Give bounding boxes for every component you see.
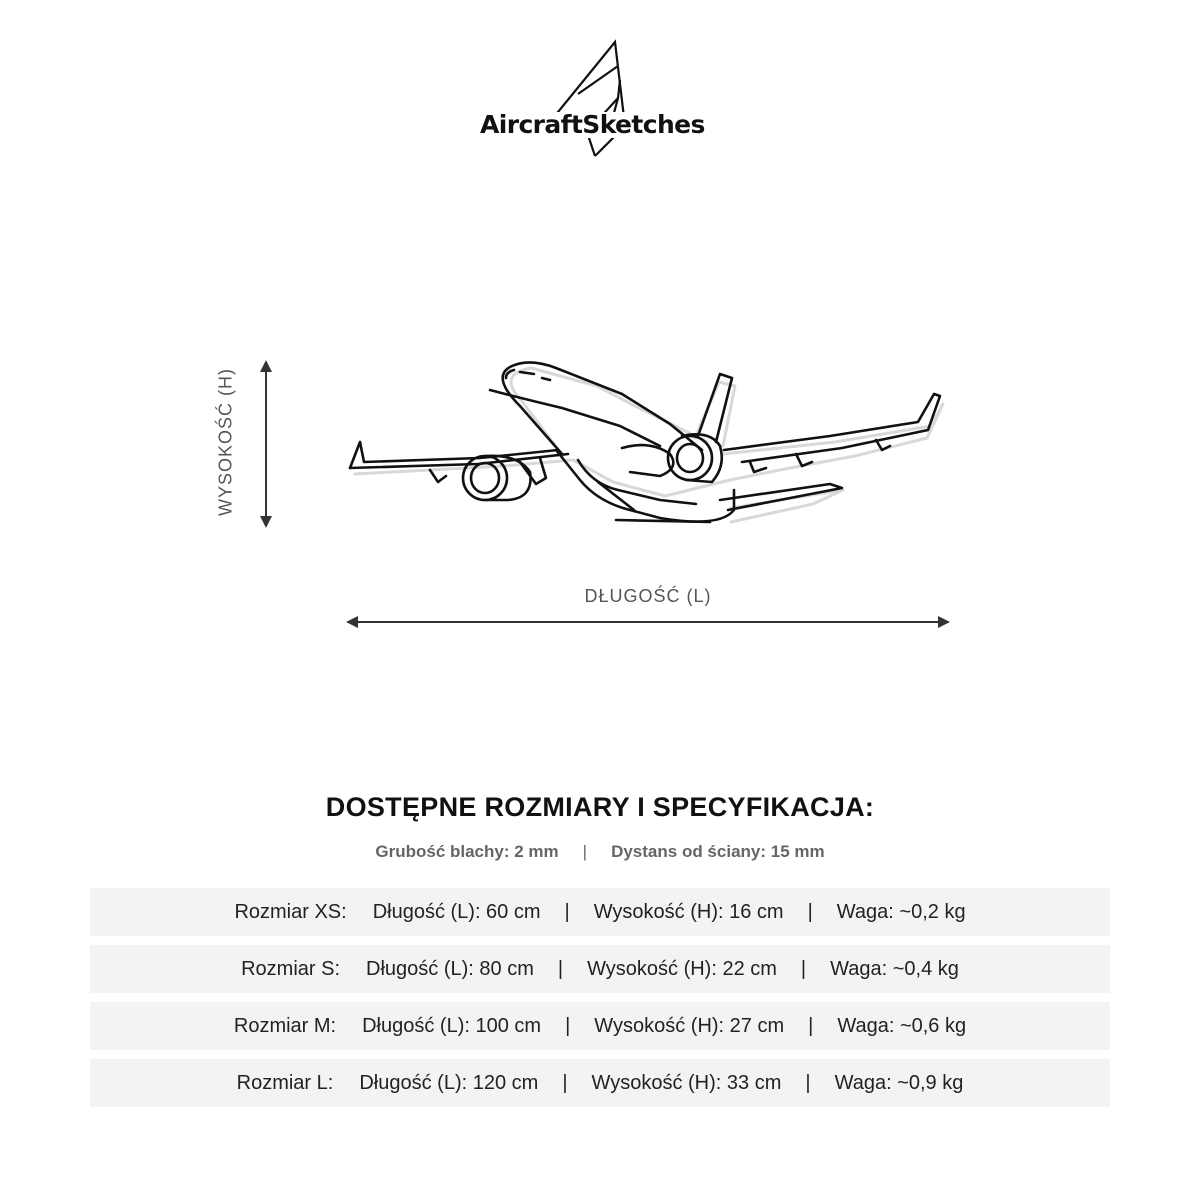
size-label: Rozmiar S: [241, 958, 341, 980]
height-label: WYSOKOŚĆ (H) [215, 367, 236, 517]
size-length: Długość (L): 100 cm [362, 1015, 542, 1037]
size-row-m [90, 1002, 1110, 1050]
length-arrow-icon [346, 612, 950, 632]
brand-name: AircraftSketches [480, 110, 705, 139]
size-row-xs [90, 888, 1110, 936]
length-label: DŁUGOŚĆ (L) [584, 586, 712, 606]
size-weight: Waga: ~0,4 kg [830, 958, 959, 980]
size-weight: Waga: ~0,9 kg [834, 1072, 964, 1094]
size-height: Wysokość (H): 22 cm [587, 958, 777, 980]
size-height: Wysokość (H): 27 cm [594, 1015, 785, 1037]
separator: | [805, 1072, 811, 1094]
aircraft-sketch [330, 350, 960, 540]
size-height: Wysokość (H): 33 cm [591, 1072, 782, 1094]
separator: | [557, 958, 564, 980]
size-label: Rozmiar XS: [234, 901, 347, 923]
separator: | [800, 958, 807, 980]
size-length: Długość (L): 120 cm [359, 1072, 539, 1094]
size-row-l [90, 1059, 1110, 1107]
paper-plane-logo-icon [470, 36, 730, 160]
size-weight: Waga: ~0,6 kg [837, 1015, 967, 1037]
specs-subtitle [0, 842, 1200, 862]
size-label: Rozmiar L: [236, 1072, 334, 1094]
brand-logo [470, 36, 730, 160]
separator: | [562, 1072, 568, 1094]
size-weight: Waga: ~0,2 kg [836, 901, 966, 923]
separator: | [565, 1015, 571, 1037]
size-height: Wysokość (H): 16 cm [593, 901, 784, 923]
specs-title: DOSTĘPNE ROZMIARY I SPECYFIKACJA: [325, 792, 875, 822]
separator: | [582, 842, 588, 861]
separator: | [564, 901, 570, 923]
size-row-s [90, 945, 1110, 993]
wall-distance: Dystans od ściany: 15 mm [611, 842, 825, 861]
size-length: Długość (L): 80 cm [366, 958, 534, 980]
height-arrow-icon [256, 360, 276, 530]
separator: | [808, 1015, 814, 1037]
sheet-thickness: Grubość blachy: 2 mm [375, 842, 559, 861]
size-label: Rozmiar M: [233, 1015, 337, 1037]
separator: | [807, 901, 813, 923]
size-length: Długość (L): 60 cm [372, 901, 541, 923]
